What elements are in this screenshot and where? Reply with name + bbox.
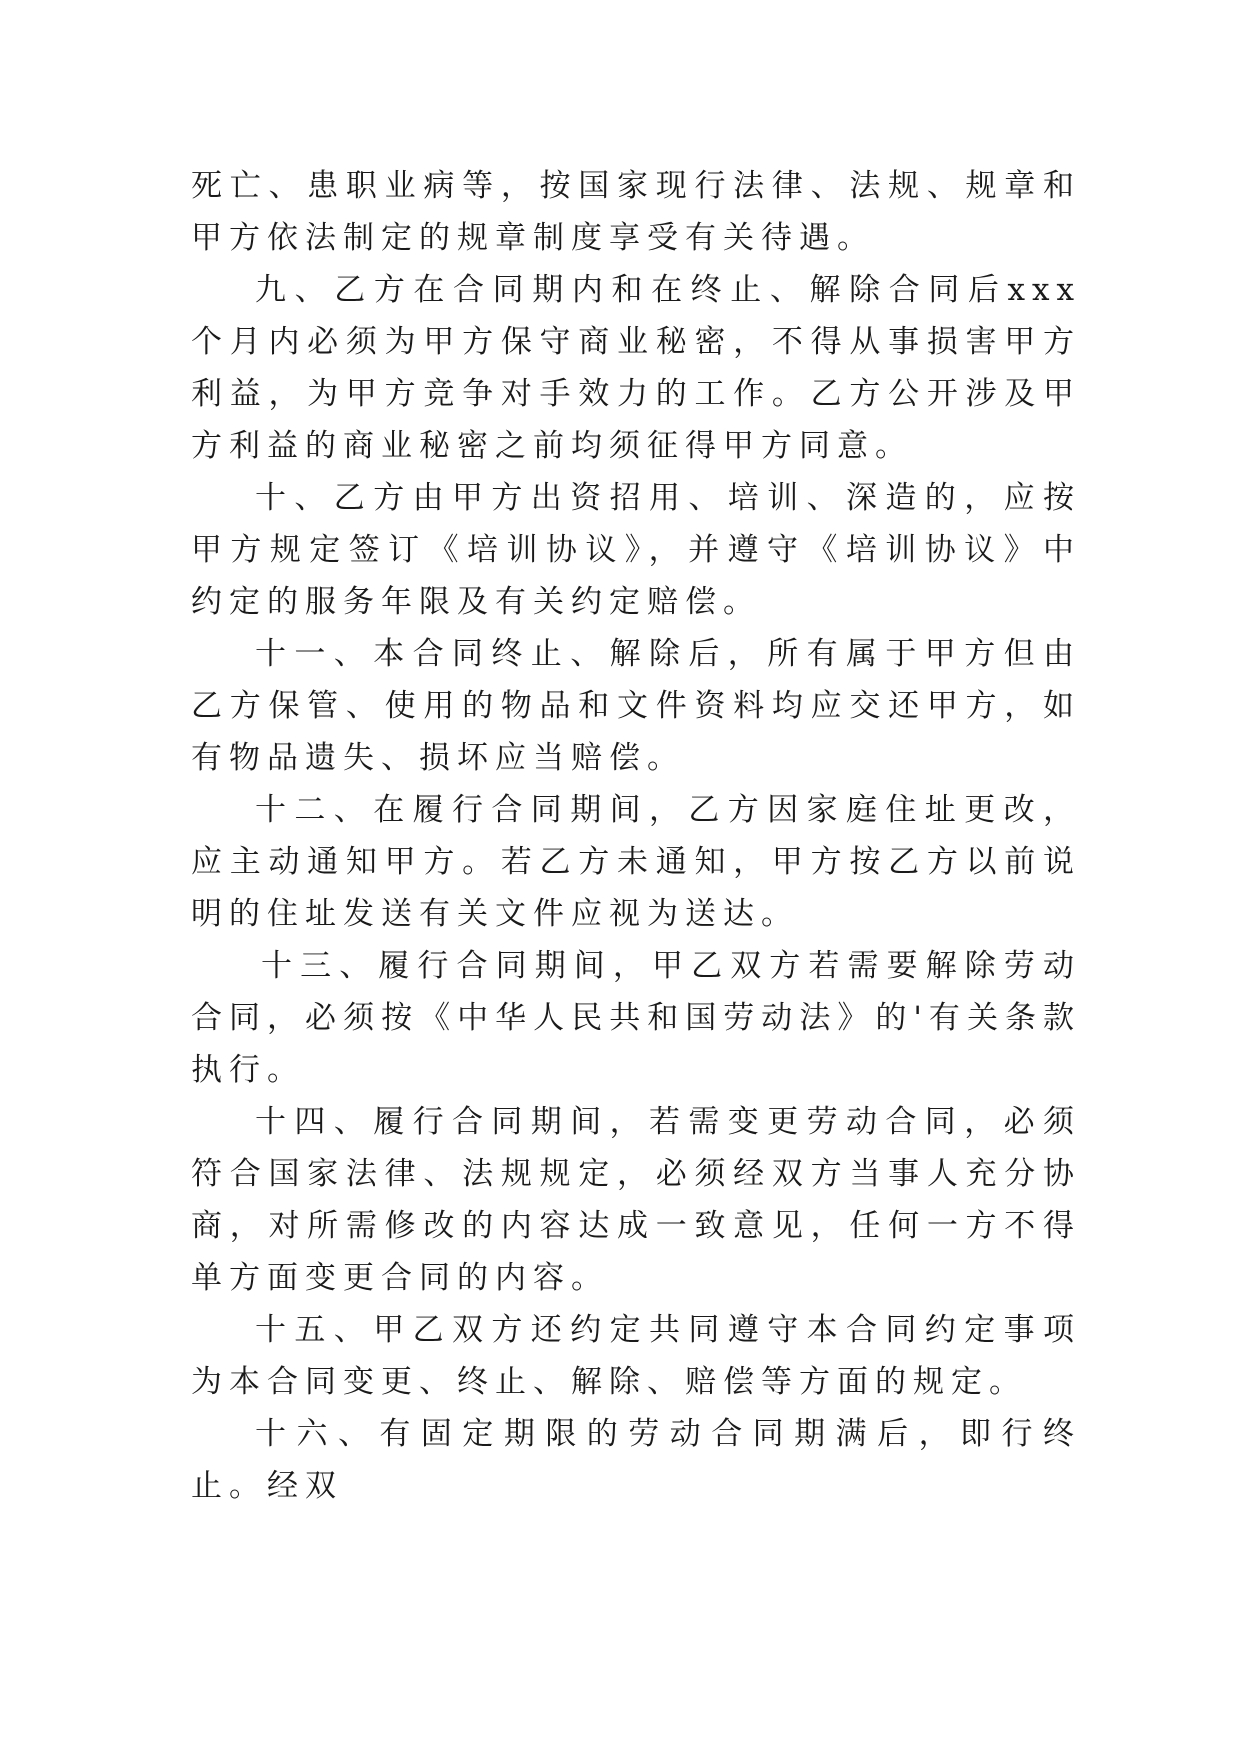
paragraph-clause-10: 十、乙方由甲方出资招用、培训、深造的，应按甲方规定签订《培训协议》，并遵守《培训协议》中约定的服务年限及有关约定赔偿。	[191, 480, 1081, 620]
paragraph-clause-16: 十六、有固定期限的劳动合同期满后，即行终止。经双	[191, 1416, 1081, 1504]
document-body	[191, 160, 1081, 1512]
paragraph-clause-13: 十三、履行合同期间，甲乙双方若需要解除劳动合同，必须按《中华人民共和国劳动法》的'有关条款执行。	[191, 948, 1081, 1088]
paragraph-clause-9: 九、乙方在合同期内和在终止、解除合同后xxx个月内必须为甲方保守商业秘密，不得从事损害甲方利益，为甲方竞争对手效力的工作。乙方公开涉及甲方利益的商业秘密之前均须征得甲方同意。	[191, 272, 1081, 464]
paragraph-continuation: 死亡、患职业病等，按国家现行法律、法规、规章和甲方依法制定的规章制度享受有关待遇。	[191, 168, 1081, 256]
paragraph-clause-12: 十二、在履行合同期间，乙方因家庭住址更改，应主动通知甲方。若乙方未通知，甲方按乙方以前说明的住址发送有关文件应视为送达。	[191, 792, 1081, 932]
paragraph-clause-14: 十四、履行合同期间，若需变更劳动合同，必须符合国家法律、法规规定，必须经双方当事人充分协商，对所需修改的内容达成一致意见，任何一方不得单方面变更合同的内容。	[191, 1104, 1081, 1296]
paragraph-clause-15: 十五、甲乙双方还约定共同遵守本合同约定事项为本合同变更、终止、解除、赔偿等方面的规定。	[191, 1312, 1081, 1400]
paragraph-clause-11: 十一、本合同终止、解除后，所有属于甲方但由乙方保管、使用的物品和文件资料均应交还甲方，如有物品遗失、损坏应当赔偿。	[191, 636, 1081, 776]
